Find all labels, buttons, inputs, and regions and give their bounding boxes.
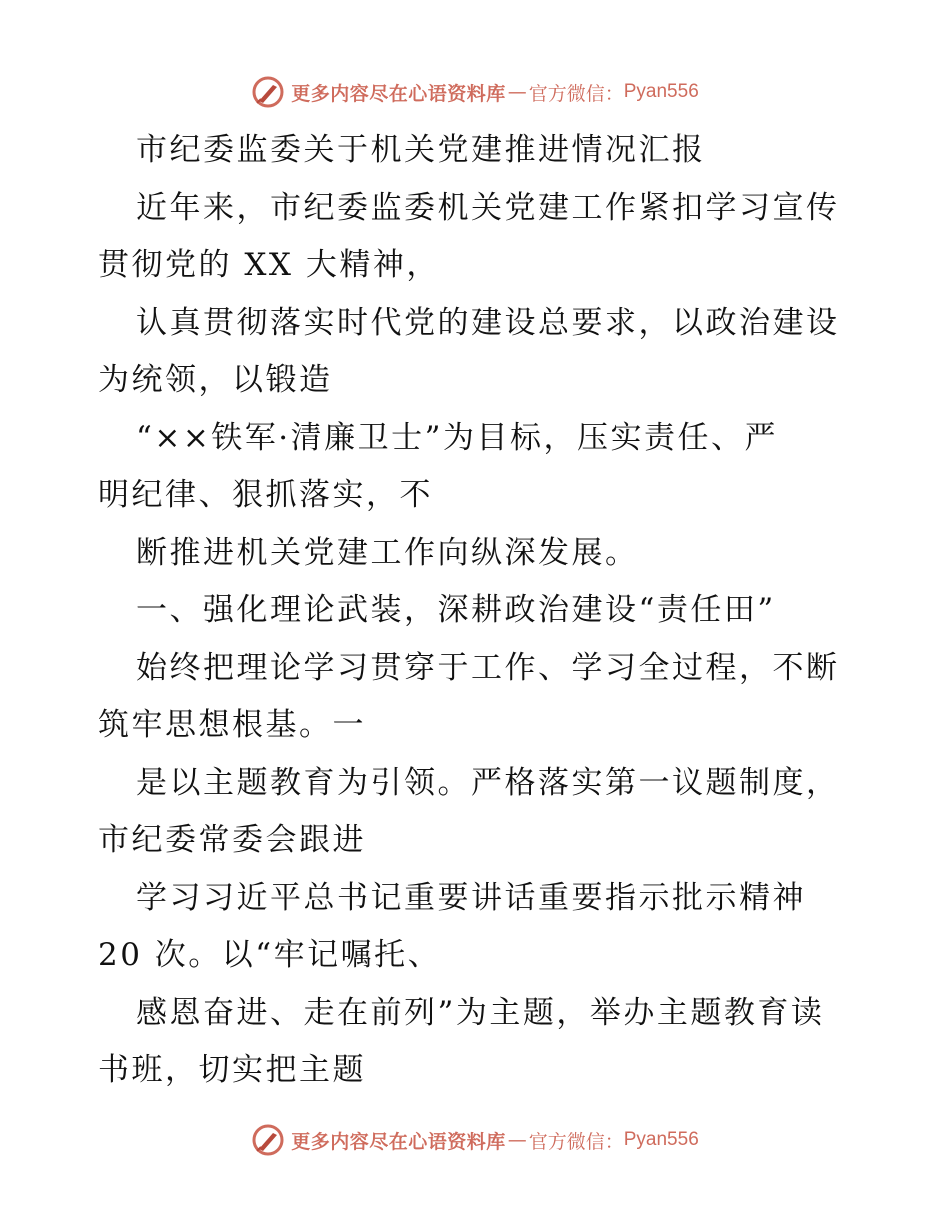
- text-line: 学习习近平总书记重要讲话重要指示批示精神: [136, 879, 806, 916]
- text-line: 市纪委常委会跟进: [98, 822, 366, 858]
- document-title: 市纪委监委关于机关党建推进情况汇报: [136, 132, 706, 168]
- text-line: 认真贯彻落实时代党的建设总要求，以政治建设: [136, 304, 840, 341]
- text-line: 始终把理论学习贯穿于工作、学习全过程，不断: [136, 649, 840, 686]
- text-line: 近年来，市纪委监委机关党建工作紧扣学习宣传: [136, 189, 840, 226]
- text-line: 为统领，以锻造: [98, 362, 333, 398]
- footer-watermark: [0, 1120, 950, 1160]
- text-line: 20 次。以“牢记嘱托、: [98, 937, 442, 973]
- text-line: 是以主题教育为引领。严格落实第一议题制度，: [136, 764, 840, 801]
- watermark-official-label: 官方微信：: [528, 1130, 624, 1153]
- text-line: 感恩奋进、走在前列”为主题，举办主题教育读: [136, 994, 825, 1031]
- watermark-dash: —: [507, 81, 527, 103]
- text-line: 断推进机关党建工作向纵深发展。: [136, 534, 639, 571]
- section-heading: 一、强化理论武装，深耕政治建设“责任田”: [136, 592, 776, 628]
- text-line: 书班，切实把主题: [98, 1052, 366, 1088]
- quill-pen-logo-icon: [251, 1123, 285, 1157]
- text-line: 贯彻党的 XX 大精神，: [98, 247, 440, 283]
- watermark-wechat-id: Pyan556: [623, 1129, 699, 1150]
- quill-pen-logo-icon: [251, 75, 285, 109]
- watermark-official-label: 官方微信：: [528, 82, 624, 105]
- watermark-dash: —: [507, 1129, 527, 1151]
- header-watermark: [0, 72, 950, 112]
- watermark-text: 更多内容尽在心语资料库: [291, 82, 506, 105]
- document-body: [98, 122, 858, 1100]
- text-line: 筑牢思想根基。一: [98, 707, 366, 743]
- watermark-wechat-id: Pyan556: [623, 81, 699, 102]
- text-line: “××铁军·清廉卫士”为目标，压实责任、严: [136, 419, 778, 456]
- watermark-text: 更多内容尽在心语资料库: [291, 1130, 506, 1153]
- text-line: 明纪律、狠抓落实，不: [98, 477, 433, 513]
